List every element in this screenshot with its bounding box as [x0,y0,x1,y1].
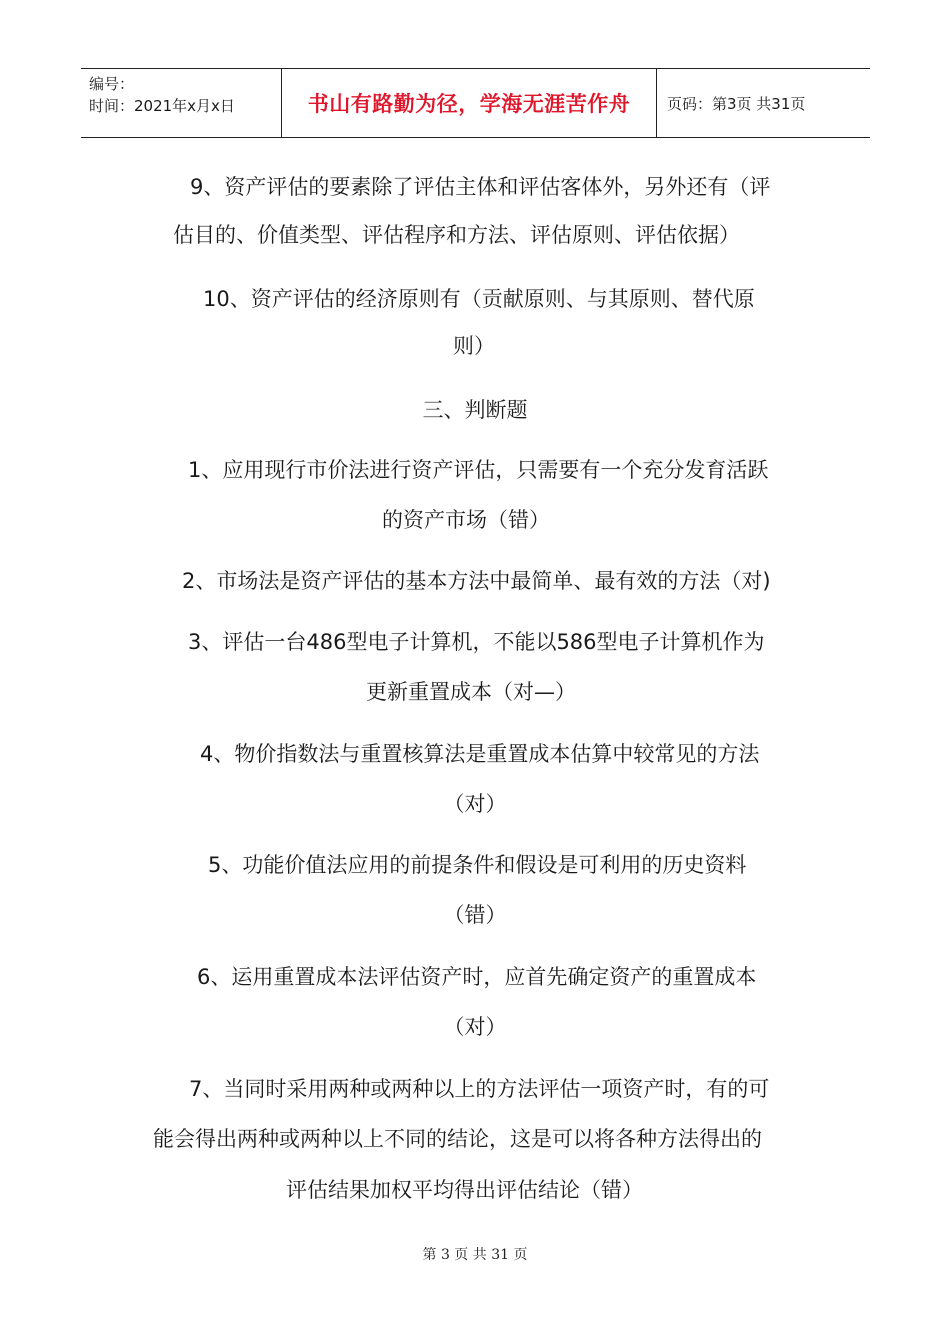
judge-7-line-3: 评估结果加权平均得出评估结论（错） [286,1178,643,1202]
judge-3-line-1: 3、评估一台486型电子计算机，不能以586型电子计算机作为 [188,630,765,654]
doc-time-label: 时间：2021年x月x日 [89,97,235,115]
q10-line-1: 10、资产评估的经济原则有（贡献原则、与其原则、替代原 [203,287,755,311]
judge-7-line-2: 能会得出两种或两种以上不同的结论，这是可以将各种方法得出的 [153,1127,762,1151]
judge-2-line-1: 2、市场法是资产评估的基本方法中最简单、最有效的方法（对) [182,569,771,593]
header-motto: 书山有路勤为径，学海无涯苦作舟 [281,69,657,137]
judge-4-line-1: 4、物价指数法与重置核算法是重置成本估算中较常见的方法 [200,742,760,766]
judge-5-line-1: 5、功能价值法应用的前提条件和假设是可利用的历史资料 [208,853,747,877]
judge-7-line-1: 7、当同时采用两种或两种以上的方法评估一项资产时，有的可 [189,1077,770,1101]
q9-line-2: 估目的、价值类型、评估程序和方法、评估原则、评估依据） [173,223,740,247]
judge-6-line-2: （对） [443,1015,507,1039]
section-title: 三、判断题 [422,398,528,422]
judge-5-line-2: （错） [443,903,507,927]
header-meta [81,69,281,137]
judge-6-line-1: 6、运用重置成本法评估资产时，应首先确定资产的重置成本 [197,965,757,989]
judge-3-line-2: 更新重置成本（对—） [366,680,576,704]
judge-4-line-2: （对） [443,792,507,816]
q9-line-1: 9、资产评估的要素除了评估主体和评估客体外，另外还有（评 [190,175,771,199]
q10-line-2: 则） [453,334,495,358]
doc-number-label: 编号： [89,75,135,93]
header-page-info: 页码：第3页 共31页 [667,94,806,113]
judge-1-line-1: 1、应用现行市价法进行资产评估，只需要有一个充分发育活跃 [188,458,769,482]
document-header [81,68,870,138]
page-footer: 第 3 页 共 31 页 [422,1247,528,1263]
judge-1-line-2: 的资产市场（错） [382,508,550,532]
